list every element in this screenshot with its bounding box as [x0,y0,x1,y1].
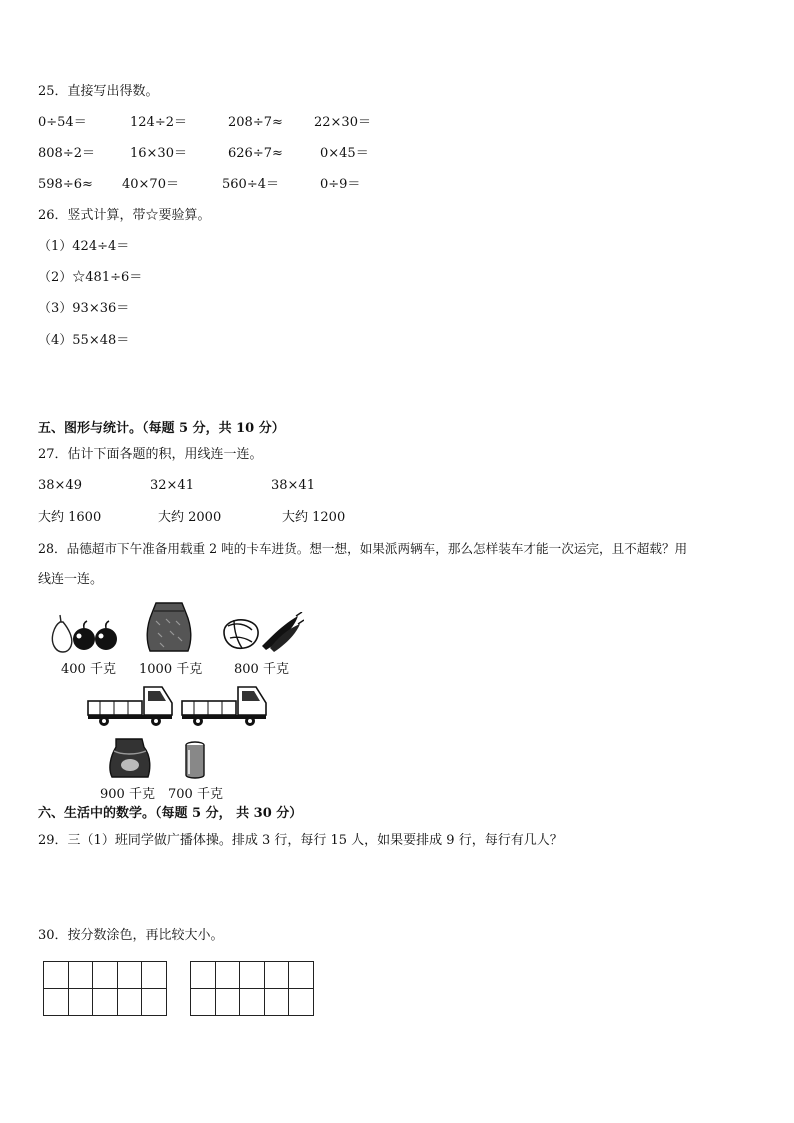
q27-answer: 大约 1600 [38,510,102,525]
fruit-icon [46,612,118,656]
goods-weight-label: 700 千克 [168,787,223,802]
q25-cell: 22×30＝ [314,115,371,130]
goods-weight-label: 400 千克 [61,662,116,677]
goods-weight-label: 1000 千克 [139,662,203,677]
q25-cell: 124÷2＝ [130,115,187,130]
goods-weight-label: 800 千克 [234,662,289,677]
q25-cell: 16×30＝ [130,146,187,161]
q25-cell: 626÷7≈ [228,146,283,161]
q27-expression: 38×41 [271,478,315,493]
q25-cell: 560÷4＝ [222,177,279,192]
section5-heading: 五、图形与统计。（每题 5 分，共 10 分） [38,421,285,436]
sack-icon [146,601,192,653]
truck-icon[interactable] [86,683,174,727]
q25-cell: 0÷54＝ [38,115,87,130]
q25-title: 25．直接写出得数。 [38,84,159,99]
q27-answer: 大约 1200 [282,510,346,525]
fraction-grid-right[interactable] [190,961,314,1016]
q29-text: 29．三（1）班同学做广播体操。排成 3 行，每行 15 人，如果要排成 9 行，每行有几人？ [38,833,563,848]
goods-weight-label: 900 千克 [100,787,155,802]
q25-cell: 0÷9＝ [320,177,361,192]
q25-cell: 598÷6≈ [38,177,93,192]
section6-heading: 六、生活中的数学。（每题 5 分， 共 30 分） [38,806,303,821]
q25-cell: 0×45＝ [320,146,369,161]
q27-title: 27．估计下面各题的积，用线连一连。 [38,447,263,462]
q27-answer: 大约 2000 [158,510,222,525]
q26-title: 26．竖式计算，带☆要验算。 [38,208,211,223]
q26-item: （3）93×36＝ [38,301,130,316]
q30-title: 30．按分数涂色，再比较大小。 [38,928,224,943]
q28-title-continued: 线连一连。 [38,572,104,587]
bag-icon [108,737,152,779]
vegetables-icon [220,612,304,652]
q26-item: （2）☆481÷6＝ [38,270,143,285]
q25-cell: 208÷7≈ [228,115,283,130]
q26-item: （4）55×48＝ [38,333,130,348]
q28-title: 28．品德超市下午准备用载重 2 吨的卡车进货。想一想，如果派两辆车，那么怎样装车才能一次运完，且不超载？用 [38,541,688,556]
q26-item: （1）424÷4＝ [38,239,130,254]
q27-expression: 38×49 [38,478,82,493]
canister-icon [183,740,207,780]
q25-cell: 40×70＝ [122,177,179,192]
truck-icon[interactable] [180,683,268,727]
q27-expression: 32×41 [150,478,194,493]
q25-cell: 808÷2＝ [38,146,95,161]
fraction-grid-left[interactable] [43,961,167,1016]
